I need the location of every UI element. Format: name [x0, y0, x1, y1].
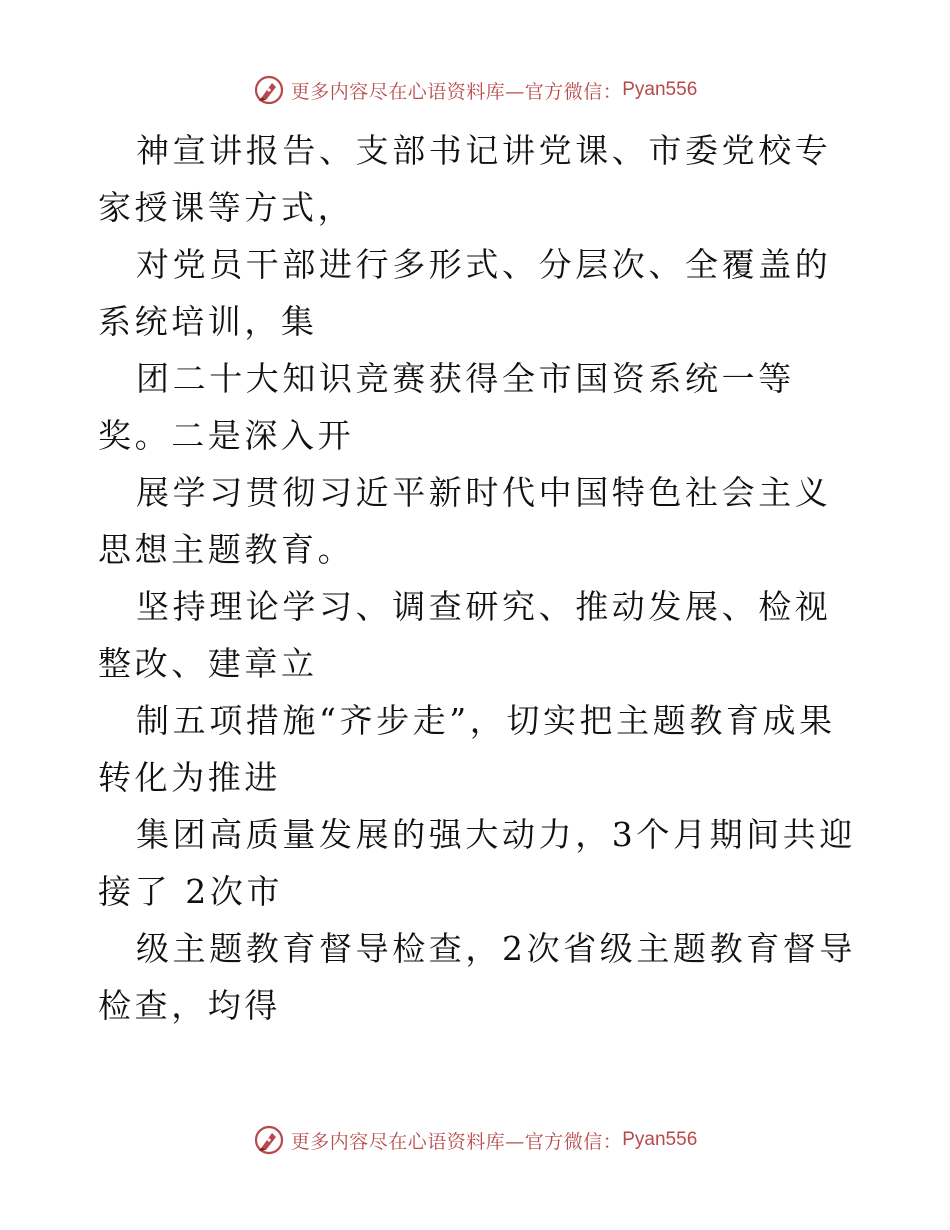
footer-watermark: [0, 1122, 950, 1158]
pen-nib-logo-icon: [253, 1124, 285, 1156]
paragraph-line: 对党员干部进行多形式、分层次、全覆盖的系统培训，集: [98, 245, 832, 341]
header-wechat-id: Pyan556: [622, 79, 698, 100]
document-body: [98, 122, 858, 1034]
header-watermark-text: 更多内容尽在心语资料库—官方微信：: [290, 80, 623, 103]
pen-nib-logo-icon: [253, 74, 285, 106]
paragraph-line: 制五项措施“齐步走”，切实把主题教育成果转化为推进: [98, 701, 836, 797]
paragraph-line: 集团高质量发展的强大动力，3个月期间共迎接了 2次市: [98, 815, 856, 911]
footer-wechat-id: Pyan556: [622, 1129, 698, 1150]
header-watermark: [0, 72, 950, 108]
paragraph-line: 神宣讲报告、支部书记讲党课、市委党校专家授课等方式，: [98, 131, 832, 227]
paragraph-line: 坚持理论学习、调查研究、推动发展、检视整改、建章立: [98, 587, 832, 683]
paragraph-line: 展学习贯彻习近平新时代中国特色社会主义思想主题教育。: [98, 473, 832, 569]
footer-watermark-text: 更多内容尽在心语资料库—官方微信：: [290, 1130, 623, 1153]
paragraph-line: 团二十大知识竞赛获得全市国资系统一等奖。二是深入开: [98, 359, 795, 455]
paragraph-line: 级主题教育督导检查，2次省级主题教育督导检查，均得: [98, 929, 856, 1025]
